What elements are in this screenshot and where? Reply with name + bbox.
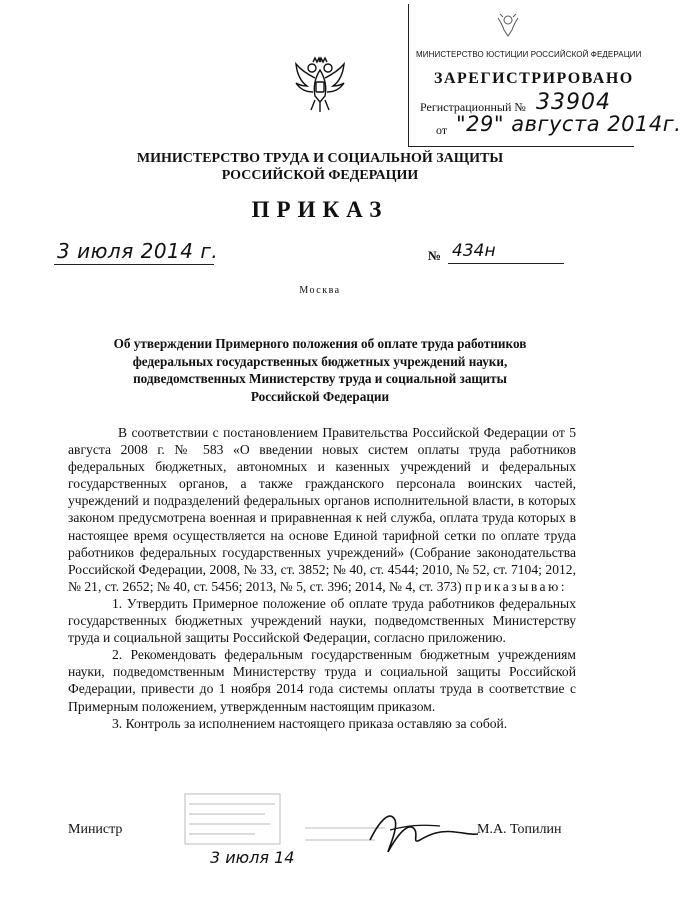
stamp-from-date: "29" августа 2014г. <box>456 112 681 136</box>
item-2: 2. Рекомендовать федеральным государственным бюджетным учреждениям науки, подведомственным Министерству труда и социальной защиты Российской Федерации, привести до 1 ноября 2014 года системы оплаты труда в соответствие с Примерным положением, утвержденным настоящим приказом. <box>68 647 576 714</box>
prikazyvayu-text: приказываю: <box>465 578 568 594</box>
registration-stamp <box>398 4 681 147</box>
preamble-paragraph <box>68 424 576 595</box>
order-number: 434н <box>452 241 496 261</box>
order-number-underline <box>448 263 564 264</box>
ministry-name <box>0 150 640 184</box>
stamp-reg-label: Регистрационный № <box>420 100 526 114</box>
order-subject: Об утверждении Примерного положения об оплате труда работников федеральных государственных бюджетных учреждений науки, подведомственных Министерству труда и социальной защиты Российской Федерации <box>113 336 527 404</box>
handwritten-signature-icon <box>360 800 480 860</box>
stamp-registered: ЗАРЕГИСТРИРОВАНО <box>434 70 634 87</box>
eagle-emblem-small-icon <box>494 10 522 40</box>
stamp-border-bottom <box>408 146 634 147</box>
order-date: 3 июля 2014 г. <box>57 239 219 263</box>
stamp-border-left <box>408 4 409 147</box>
order-title: ПРИКАЗ <box>251 197 389 222</box>
order-number-label: № <box>428 248 442 263</box>
stamp-from-label: от <box>436 123 448 137</box>
ministry-line-1: МИНИСТЕРСТВО ТРУДА И СОЦИАЛЬНОЙ ЗАЩИТЫ <box>136 151 504 166</box>
item-1: 1. Утвердить Примерное положение об оплате труда работников федеральных государственных бюджетных учреждений науки, подведомственных Министерству труда и социальной защиты Российской Федерации, согласно приложению. <box>68 595 576 646</box>
handwritten-sign-date: 3 июля 14 <box>210 848 295 867</box>
stamp-ministry: МИНИСТЕРСТВО ЮСТИЦИИ РОССИЙСКОЙ ФЕДЕРАЦИИ <box>416 50 642 59</box>
preamble-text: В соответствии с постановлением Правительства Российской Федерации от 5 августа 2008 г. № 583 «О введении новых систем оплаты труда работников федеральных бюджетных, автономных и казенных учреждений и федеральных государственных органов, а также гражданского персонала воинских частей, учреждений и подразделений федеральных органов исполнительной власти, в которых законом предусмотрена военная и приравненная к ней служба, оплата труда которых в настоящее время осуществляется на основе Единой тарифной сетки по оплате труда работников федеральных государственных учреждений» (Собрание законодательства Российской Федерации, 2008, № 33, ст. 3852; № 40, ст. 4544; 2010, № 52, ст. 7104; 2012, № 21, ст. 2652; № 40, ст. 5456; 2013, № 5, ст. 396; 2014, № 4, ст. 373) <box>68 425 576 594</box>
stamp-reg-number: 33904 <box>536 90 611 115</box>
city: Москва <box>299 285 341 296</box>
coat-of-arms-icon <box>293 56 347 114</box>
ministry-line-2: РОССИЙСКОЙ ФЕДЕРАЦИИ <box>221 168 419 183</box>
order-date-underline <box>54 264 214 265</box>
order-body <box>68 424 576 732</box>
item-3: 3. Контроль за исполнением настоящего приказа оставляю за собой. <box>112 715 508 731</box>
minister-name: М.А. Топилин <box>477 822 562 837</box>
minister-position: Министр <box>68 822 123 837</box>
